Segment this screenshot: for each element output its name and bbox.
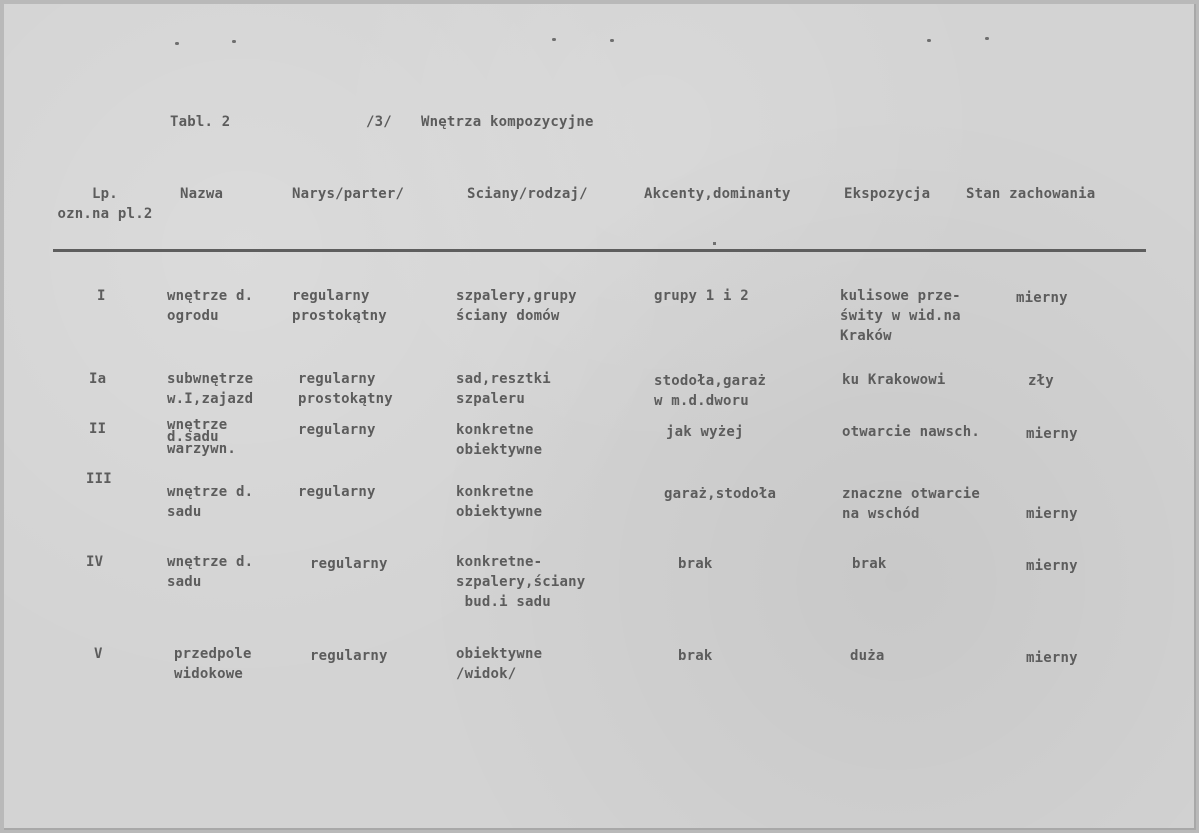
row-i-akcenty: grupy 1 i 2 — [654, 288, 749, 304]
row-v-lp: V — [94, 646, 103, 662]
row-ii-ekspozycja: otwarcie nawsch. — [842, 424, 981, 440]
binding-dot — [232, 40, 236, 43]
header-ekspozycja: Ekspozycja — [844, 186, 931, 202]
row-iii-akcenty: garaż,stodoła — [664, 486, 777, 502]
row-iii-stan: mierny — [1026, 506, 1078, 522]
row-v-stan: mierny — [1026, 650, 1078, 666]
row-ia-nazwa: subwnętrze w.I,zajazd — [167, 371, 254, 407]
row-iv-lp: IV — [86, 554, 104, 570]
header-mark — [713, 242, 716, 245]
row-ia-stan: zły — [1028, 373, 1054, 389]
row-iv-narys: regularny — [310, 556, 388, 572]
row-iv-sciany: konkretne- szpalery,ściany bud.i sadu — [456, 554, 586, 610]
row-iv-ekspozycja: brak — [852, 556, 887, 572]
row-ia-narys: regularny prostokątny — [298, 371, 393, 407]
row-ia-sciany: sad,resztki szpaleru — [456, 371, 551, 407]
row-ia-lp: Ia — [89, 371, 107, 387]
header-divider — [53, 249, 1146, 252]
row-i-lp: I — [97, 288, 106, 304]
row-ii-nazwa: wnętrze d.sadu warzywn. — [167, 417, 237, 457]
scanned-page — [4, 4, 1196, 830]
row-iii-nazwa: wnętrze d. sadu — [167, 484, 254, 520]
table-number: Tabl. 2 — [170, 114, 231, 130]
row-v-akcenty: brak — [678, 648, 713, 664]
row-v-nazwa: przedpole widokowe — [174, 646, 252, 682]
row-ii-akcenty: jak wyżej — [666, 424, 744, 440]
binding-dot — [552, 38, 556, 41]
row-v-sciany: obiektywne /widok/ — [456, 646, 543, 682]
binding-dot — [985, 37, 989, 40]
binding-dot — [610, 39, 614, 42]
row-i-stan: mierny — [1016, 290, 1068, 306]
row-ii-narys: regularny — [298, 422, 376, 438]
table-title: Wnętrza kompozycyjne — [421, 114, 594, 130]
row-ii-lp: II — [89, 421, 107, 437]
header-narys: Narys/parter/ — [292, 186, 405, 202]
row-iii-lp: III — [86, 471, 112, 487]
header-nazwa: Nazwa — [180, 186, 224, 202]
row-iii-sciany: konkretne obiektywne — [456, 484, 543, 520]
row-ii-stan: mierny — [1026, 426, 1078, 442]
header-sciany: Sciany/rodzaj/ — [467, 186, 588, 202]
binding-dot — [175, 42, 179, 45]
header-lp: Lp. ozn.na pl.2 — [57, 186, 153, 222]
row-v-narys: regularny — [310, 648, 388, 664]
row-iv-stan: mierny — [1026, 558, 1078, 574]
header-stan: Stan zachowania — [966, 186, 1096, 202]
row-ia-akcenty: stodoła,garaż w m.d.dworu — [654, 373, 767, 409]
header-akcenty: Akcenty,dominanty — [644, 186, 791, 202]
binding-dot — [927, 39, 931, 42]
row-i-sciany: szpalery,grupy ściany domów — [456, 288, 577, 324]
row-ia-ekspozycja: ku Krakowowi — [842, 372, 946, 388]
row-iii-narys: regularny — [298, 484, 376, 500]
row-i-nazwa: wnętrze d. ogrodu — [167, 288, 254, 324]
row-i-ekspozycja: kulisowe prze- świty w wid.na Kraków — [840, 288, 961, 344]
section-number: /3/ — [366, 114, 392, 130]
row-ii-sciany: konkretne obiektywne — [456, 422, 543, 458]
row-v-ekspozycja: duża — [850, 648, 885, 664]
row-iv-nazwa: wnętrze d. sadu — [167, 554, 254, 590]
row-i-narys: regularny prostokątny — [292, 288, 387, 324]
row-iii-ekspozycja: znaczne otwarcie na wschód — [842, 486, 981, 522]
row-iv-akcenty: brak — [678, 556, 713, 572]
